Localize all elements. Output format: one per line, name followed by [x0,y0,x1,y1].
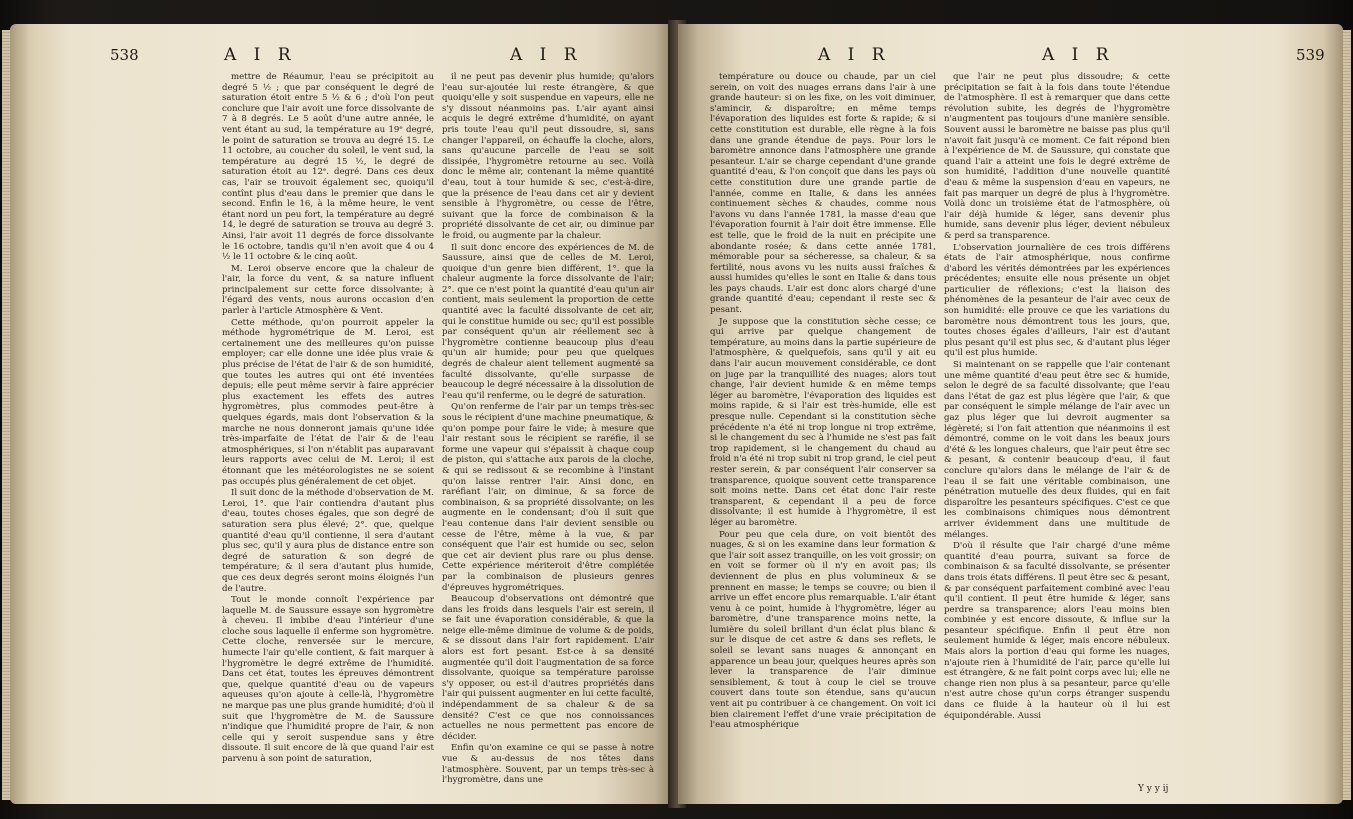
paragraph: que l'air ne peut plus dissoudre; & cette précipitation se fait à la fois dans toute l'étendue de l'atmosphère. Il est à remarquer que dans cette révolution subite, les degrés de l'hygromètre n'augmentent pas toujours d'une manière sensible. Souvent aussi le baromètre ne baisse pas plus qu'il n'avoit fait jusqu'à ce moment. Ce fait répond bien à l'expérience de M. de Saussure, qui constate que quand l'air a atteint une fois le degré extrême de son humidité, l'addition d'une nouvelle quantité d'eau & même la suspension d'eau en vapeurs, ne fait pas marquer un degré de plus à l'hygromètre. Voilà donc un troisième état de l'atmosphère, où l'air déjà humide & léger, sans devenir plus humide, sans devenir plus léger, devient nébuleux & perd sa transparence. [944,72,1170,241]
left-page-column-2 [442,72,654,786]
paragraph: il ne peut pas devenir plus humide; qu'alors l'eau sur-ajoutée lui reste étrangère, & que quoiqu'elle y soit suspendue en vapeurs, elle ne s'y dissout néanmoins pas. L'air ayant ainsi acquis le degré extrême d'humidité, on ayant pris toute l'eau qu'il peut dissoudre, si, sans changer l'appareil, on échauffe la cloche, alors, sans qu'aucune parcelle de l'eau se soit dissipée, l'hygromètre retourne au sec. Voilà donc le même air, contenant la même quantité d'eau, tout à tour humide & sec, c'est-à-dire, que la présence de l'eau dans cet air y devient sensible à l'hygromètre, ou cesse de l'être, suivant que la force de combinaison & la propriété dissolvante de cet air, ou diminue par le froid, ou augmente par la chaleur. [442,72,654,241]
paragraph: Enfin qu'on examine ce qui se passe à notre vue & au-dessus de nos têtes dans l'atmosphère. Souvent, par un temps très-sec à l'hygromètre, dans une [442,743,654,786]
right-page [678,24,1343,804]
right-page-column-1 [710,72,936,762]
paragraph: Il suit donc de la méthode d'observation de M. Leroi, 1°. que l'air contiendra d'autant plus d'eau, toutes choses égales, que son degré de saturation sera plus élevé; 2°. que, quelque quantité d'eau qu'il contienne, il sera d'autant plus sec, qu'il y aura plus de distance entre son degré de saturation & son degré de température; & il sera d'autant plus humide, que ces deux degrés seront moins éloignés l'un de l'autre. [222,488,434,594]
right-page-folio: 539 [1296,46,1325,64]
signature-mark: Y y y ij [1138,784,1169,794]
paragraph: Tout le monde connoît l'expérience par laquelle M. de Saussure essaye son hygromètre à cheveu. Il imbibe d'eau l'intérieur d'une cloche sous laquelle il enferme son hygromètre. Cette cloche, renversée sur le mercure, humecte l'air qu'elle contient, & fait marquer à l'hygromètre le degré extrême de l'humidité. Dans cet état, toutes les épreuves démontrent que, quelque quantité d'eau ou de vapeurs aqueuses qu'on ajoute à celle-là, l'hygromètre ne marque pas une plus grande humidité; d'où il suit que l'hygromètre de M. de Saussure n'indique que l'humidité propre de l'air, & non celle qui y seroit suspendue sans y être dissoute. Il suit encore de là que quand l'air est parvenu à son point de saturation, [222,595,434,764]
paragraph: Beaucoup d'observations ont démontré que dans les froids dans lesquels l'air est serein, il se fait une évaporation considérable, & que la neige elle-même diminue de volume & de poids, & se dissout dans l'air fort rapidement. L'air alors est fort pesant. Est-ce à sa densité augmentée qu'il doit l'augmentation de sa force dissolvante, quoique sa température paroisse s'y opposer, ou est-il d'autres propriétés dans l'air qui puissent augmenter en lui cette faculté, indépendamment de sa chaleur & de sa densité? C'est ce que nos connoissances actuelles ne nous permettent pas encore de décider. [442,594,654,742]
right-page-column-2 [944,72,1170,762]
paragraph: Qu'on renferme de l'air par un temps très-sec sous le récipient d'une machine pneumatique, & qu'on pompe pour faire le vide; à mesure que l'air restant sous le récipient se raréfie, il se forme une vapeur qui s'épaissit à chaque coup de piston, qui s'attache aux parois de la cloche, & qui se redissout & se recombine à l'instant qu'on laisse rentrer l'air. Ainsi donc, en raréfiant l'air, on diminue, & sa force de combinaison, & sa propriété dissolvante; on les augmente en le condensant; d'où il suit que l'eau contenue dans l'air devient sensible ou cesse de l'être, même à la vue, & par conséquent que l'air est humide ou sec, selon que cet air devient plus rare ou plus dense. Cette expérience mériteroit d'être complétée par la combinaison de plusieurs genres d'épreuves hygrométriques. [442,402,654,593]
paragraph: Pour peu que cela dure, on voit bientôt des nuages, & si on les examine dans leur formation & que l'air soit assez tranquille, on les voit grossir; on en voit se former où il n'y en avoit pas; ils deviennent de plus en plus volumineux & se prennent en masse; le temps se couvre; ou bien il arrive un effet encore plus remarquable. L'air étant venu à ce point, humide à l'hygromètre, léger au baromètre, d'une transparence moins nette, la lumière du soleil brillant d'un éclat plus blanc & sur le disque de cet astre & dans ses reflets, le soleil se levant sans nuages & annonçant en apparence un beau jour, quelques heures après son lever la transparence de l'air diminue sensiblement, & tout à coup le ciel se trouve couvert dans toute son étendue, sans qu'aucun vent ait pu contribuer à ce changement. On voit ici bien clairement l'effet d'une vraie précipitation de l'eau atmosphérique [710,529,936,731]
paragraph: Je suppose que la constitution sèche cesse; ce qui arrive par quelque changement de température, au moins dans la partie supérieure de l'atmosphère, & quelquefois, sans qu'il y ait eu dans l'air aucun mouvement considérable, ce dont on juge par la tranquillité des nuages; alors tout change, l'air devient humide & en même temps léger au baromètre, l'évaporation des liquides est moins rapide, & si l'air est très-humide, elle est presque nulle. Cependant si la constitution sèche précédente n'a été ni trop longue ni trop extrême, si le changement du sec à l'humide ne s'est pas fait trop rapidement, si le changement du chaud au froid n'a été ni trop subit ni trop grand, le ciel peut rester serein, & par conséquent l'air conserver sa transparence, quoique souvent cette transparence soit moins nette. Dans cet état donc l'air reste transparent, & cependant il a peu de force dissolvante; il est humide à l'hygromètre, il est léger au baromètre. [710,316,936,528]
left-page [10,24,675,804]
paragraph: mettre de Réaumur, l'eau se précipitoit au degré 5 ½ ; que par conséquent le degré de saturation étoit entre 5 ½ & 6 ; d'où l'on peut conclure que l'air avoit une force dissolvante de 7 à 8 degrés. Le 5 août d'une autre année, le vent étant au sud, la température au 19ᵉ degré, le point de saturation se trouva au degré 15. Le 11 octobre, au coucher du soleil, le vent sud, la température au degré 15 ½, le degré de saturation étoit au 12ᵉ. degré. Dans ces deux cas, l'air se trouvoit également sec, quoiqu'il contînt plus d'eau dans le premier que dans le second. Enfin le 16, à la même heure, le vent étant nord un peu fort, la température au degré 14, le degré de saturation se trouva au degré 3. Ainsi, l'air avoit 11 degrés de force dissolvante le 16 octobre, tandis qu'il n'en avoit que 4 ou 4 ½ le 11 octobre & le cinq août. [222,72,434,263]
paragraph: Il suit donc encore des expériences de M. de Saussure, ainsi que de celles de M. Leroi, quoique d'un genre bien différent, 1°. que la chaleur augmente la force dissolvante de l'air; 2°. que ce n'est point la quantité d'eau qu'un air contient, mais seulement la proportion de cette quantité avec la faculté dissolvante de cet air, qui le constitue humide ou sec; qu'il est possible par conséquent qu'un air réellement sec à l'hygromètre contienne beaucoup plus d'eau qu'un air humide; pour peu que quelques degrés de chaleur aient tellement augmenté sa faculté dissolvante, qu'elle surpasse de beaucoup le degré nécessaire à la dissolution de l'eau qu'il renferme, ou le degré de saturation. [442,242,654,401]
paragraph: Si maintenant on se rappelle que l'air contenant une même quantité d'eau peut être sec & humide, selon le degré de sa faculté dissolvante; que l'eau dans l'état de gaz est plus légère que l'air, & que par conséquent le simple mélange de l'air avec un gaz plus léger que lui devroit augmenter sa légèreté; si l'on fait attention que néanmoins il est démontré, comme on le voit dans les beaux jours d'été & les longues chaleurs, que l'air peut être sec & pesant, & contenir beaucoup d'eau, il faut conclure qu'alors dans le mélange de l'air & de l'eau il se fait une véritable combinaison, une pénétration mutuelle des deux fluides, qui en fait disparoître les pesanteurs spécifiques. C'est ce que les combinaisons chimiques nous démontrent arriver évidemment dans une multitude de mélanges. [944,360,1170,540]
right-page-running-head-1: A I R [818,45,891,65]
paragraph: Cette méthode, qu'on pourroit appeler la méthode hygrométrique de M. Leroi, est certainement une des meilleures qu'on puisse employer; car elle donne une idée plus vraie & plus précise de l'état de l'air & de son humidité, que toutes les autres qui ont été inventées depuis; elle peut même servir à faire apprécier plus exactement les effets des autres hygromètres, plus commodes peut-être à quelques égards, mais dont l'observation & la marche ne nous donneront jamais qu'une idée très-imparfaite de l'état de l'air & de l'eau atmosphériques, si l'on n'établit pas auparavant leurs rapports avec celui de M. Leroi; il est étonnant que les météorologistes ne se soient pas occupés plus généralement de cet objet. [222,317,434,487]
left-page-folio: 538 [110,46,139,64]
paragraph: température ou douce ou chaude, par un ciel serein, on voit des nuages errans dans l'air à une grande hauteur: si on les fixe, on les voit diminuer, s'amincir, & disparoître; en même temps l'évaporation des liquides est forte & rapide; & si cette constitution est durable, elle règne à la fois dans une grande étendue de pays. Pour lors le baromètre annonce dans l'atmosphère une grande pesanteur. L'air se charge cependant d'une grande quantité d'eau, & l'on conçoit que dans les pays où cette constitution dure une grande partie de l'année, comme en Italie, & dans les années continuement sèches & chaudes, comme nous l'avons vu dans l'année 1781, la masse d'eau que l'évaporation fournit à l'air doit être immense. Elle est telle, que le froid de la nuit en précipite une abondante rosée; & dans cette année 1781, mémorable pour sa sécheresse, sa chaleur, & sa fertilité, nous avons vu les nuits aussi fraîches & aussi humides qu'elles le sont en Italie & dans tous les pays chauds. L'air est donc alors chargé d'une grande quantité d'eau; cependant il reste sec & pesant. [710,72,936,316]
paragraph: M. Leroi observe encore que la chaleur de l'air, la force du vent, & sa nature influent principalement sur cette force dissolvante; à l'égard des vents, nous aurons occasion d'en parler à l'article Atmosphère & Vent. [222,263,434,317]
left-page-column-1 [222,72,434,762]
right-page-running-head-2: A I R [1042,45,1115,65]
paragraph: L'observation journalière de ces trois différens états de l'air atmosphérique, nous confirme d'abord les vérités démontrées par les expériences précédentes; ensuite elle nous présente un objet particulier de réflexions; c'est la liaison des phénomènes de la pesanteur de l'air avec ceux de son humidité: elle prouve ce que les variations du baromètre nous démontrent tous les jours, que, toutes choses égales d'ailleurs, l'air est d'autant plus pesant qu'il est plus sec, & d'autant plus léger qu'il est plus humide. [944,242,1170,359]
left-page-running-head-2: A I R [510,45,583,65]
left-page-running-head-1: A I R [224,45,297,65]
paragraph: D'où il résulte que l'air chargé d'une même quantité d'eau pourra, suivant sa force de combinaison & sa faculté dissolvante, se présenter dans trois états différens. Il peut être sec & pesant, & par conséquent parfaitement combiné avec l'eau qu'il contient. Il peut être humide & léger, sans perdre sa transparence; alors l'eau moins bien combinée y est encore dissoute, & influe sur la pesanteur spécifique. Enfin il peut être non seulement humide & léger, mais encore nébuleux. Mais alors la portion d'eau qui forme les nuages, n'ajoute rien à l'humidité de l'air, parce qu'elle lui est étrangère, & ne fait point corps avec lui; elle ne change rien non plus à sa pesanteur, parce qu'elle n'est autre chose qu'un corps étranger suspendu dans ce fluide à la hauteur où il lui est équipondérable. Aussi [944,541,1170,721]
